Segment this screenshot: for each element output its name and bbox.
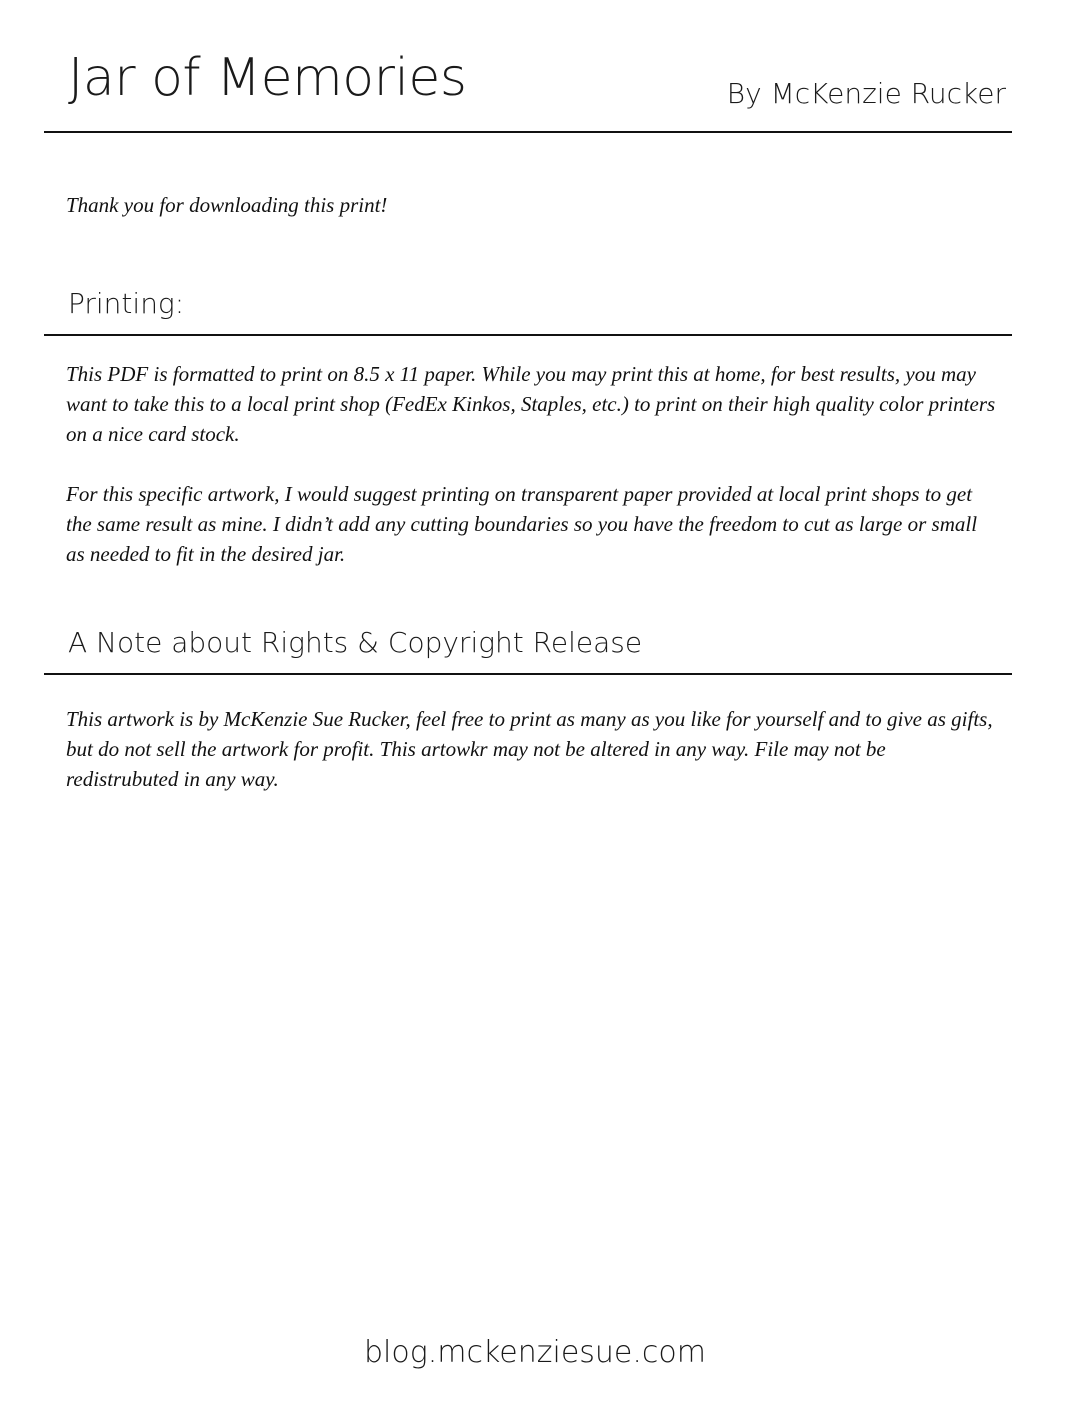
header-divider — [44, 131, 1012, 133]
printing-paragraph-2: For this specific artwork, I would suggest printing on transparent paper provided at local print shops to get the same result as mine. I didn’t add any cutting boundaries so you have the freedom to cut as large or small as needed to fit in the desired jar. — [66, 482, 978, 566]
intro-text: Thank you for downloading this print! — [66, 193, 388, 217]
printing-divider — [44, 334, 1012, 336]
rights-paragraph: This artwork is by McKenzie Sue Rucker, feel free to print as many as you like for yourself and to give as gifts, but do not sell the artwork for profit. This artowkr may not be altered in any way. File may not be redistrubuted in any way. — [66, 707, 993, 791]
printing-paragraph-1: This PDF is formatted to print on 8.5 x 11 paper. While you may print this at home, for best results, you may want to take this to a local print shop (FedEx Kinkos, Staples, etc.) to print on their high quality color printers on a nice card stock. — [66, 362, 996, 446]
footer-url[interactable]: blog.mckenziesue.com — [363, 1335, 706, 1370]
printing-heading: Printing: — [68, 287, 185, 320]
rights-divider — [44, 673, 1012, 675]
page-title: Jar of Memories — [68, 48, 467, 108]
author-byline: By McKenzie Rucker — [726, 77, 1006, 110]
rights-heading: A Note about Rights & Copyright Release — [68, 626, 643, 659]
